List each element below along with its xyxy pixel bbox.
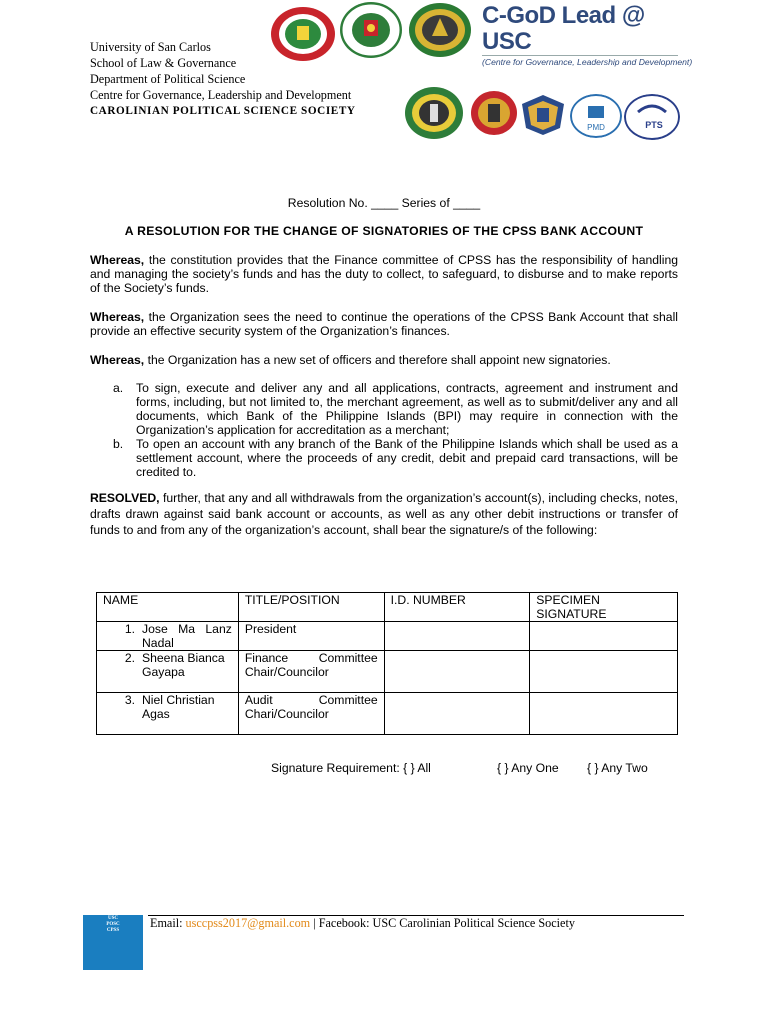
facebook-link[interactable]: Facebook: USC Carolinian Political Science Society [318, 916, 575, 930]
option-all[interactable]: { } All [403, 761, 431, 775]
society-logo-2 [470, 90, 518, 136]
resolved-text: further, that any and all withdrawals from the organization’s account(s), including checks, notes, drafts drawn against said bank account or accounts, as well as any other debit instructions or transfer of funds to and from any of the organization’s account, shall bear the signature/s of the following: [90, 491, 678, 537]
whereas-text: the Organization has a new set of officers and therefore shall appoint new signatories. [144, 353, 611, 367]
centre-name: Centre for Governance, Leadership and Development [90, 88, 352, 102]
name-cell [97, 651, 239, 693]
email-link[interactable]: usccpss2017@gmail.com [185, 916, 311, 930]
society-name: CAROLINIAN POLITICAL SCIENCE SOCIETY [90, 105, 356, 117]
whereas-text: the Organization sees the need to continue the operations of the CPSS Bank Account that shall provide an effective security system of the Organization’s finances. [90, 310, 678, 339]
whereas-paragraph-2 [90, 310, 678, 338]
title-cell: Finance Committee Chair/Councilor [238, 651, 384, 693]
resolution-number: Resolution No. ____ Series of ____ [287, 196, 481, 210]
row-name: Jose Ma Lanz Nadal [142, 622, 232, 650]
pts-logo [624, 94, 680, 140]
email-label: Email: [150, 916, 183, 930]
whereas-paragraph-1 [90, 253, 678, 296]
id-cell[interactable] [384, 693, 530, 735]
brand-title: C-GoD Lead @ USC [482, 2, 645, 55]
resolved-paragraph [90, 491, 678, 538]
footer-logo-box [83, 915, 143, 970]
brand-subtitle: (Centre for Governance, Leadership and Development) [482, 57, 693, 67]
row-name: Sheena Bianca Gayapa [142, 651, 225, 679]
law-seal-logo [270, 6, 336, 62]
school-name: School of Law & Governance [90, 56, 237, 70]
row-number: 2. [124, 651, 135, 665]
row-number: 3. [124, 693, 135, 707]
list-item [113, 381, 678, 437]
list-text: To sign, execute and deliver any and all applications, contracts, agreement and instrument and forms, including, but not limited to, the merchant agreement, as well as to submit/deliver any and all documents, which Bank of the Philippine Islands (BPI) may require in connection with the Organization’s application for accreditation as a merchant; [136, 381, 678, 437]
signature-cell[interactable] [530, 693, 678, 735]
signature-cell[interactable] [530, 651, 678, 693]
list-marker: b. [113, 437, 124, 451]
header-id: I.D. NUMBER [384, 593, 530, 622]
title-cell: President [238, 622, 384, 651]
name-cell [97, 693, 239, 735]
cgod-lead-logo [482, 2, 693, 67]
table-row [97, 651, 678, 693]
school-of-law-and-governance-logo [340, 2, 402, 58]
society-logo-3 [520, 94, 566, 136]
signatory-powers-list [113, 381, 678, 479]
signature-requirement-label: Signature Requirement: [271, 761, 400, 775]
list-item [113, 437, 678, 479]
list-marker: a. [113, 381, 124, 395]
id-cell[interactable] [384, 622, 530, 651]
title-cell: Audit Committee Chari/Councilor [238, 693, 384, 735]
university-name: University of San Carlos [90, 40, 211, 54]
signature-cell[interactable] [530, 622, 678, 651]
signatories-table [96, 592, 678, 735]
society-logo-1 [404, 86, 464, 140]
header-name: NAME [97, 593, 239, 622]
table-row [97, 693, 678, 735]
name-cell [97, 622, 239, 651]
row-number: 1. [124, 622, 135, 636]
signature-requirement [271, 761, 431, 775]
pmd-logo [570, 94, 622, 138]
whereas-lead: Whereas, [90, 353, 145, 367]
resolution-title: A RESOLUTION FOR THE CHANGE OF SIGNATORIES OF THE CPSS BANK ACCOUNT [124, 224, 644, 238]
whereas-text: the constitution provides that the Finance committee of CPSS has the responsibility of handling and managing the society’s funds and has the duty to collect, to safeguard, to disburse and to make reports of the Society’s funds. [90, 253, 678, 296]
whereas-lead: Whereas, [90, 253, 145, 267]
whereas-paragraph-3 [90, 353, 678, 367]
svg-text:PMD: PMD [587, 123, 605, 132]
list-text: To open an account with any branch of the Bank of the Philippine Islands which shall be used as a settlement account, where the proceeds of any credit, debit and prepaid card transactions, will be credited to. [136, 437, 678, 479]
table-header-row [97, 593, 678, 622]
resolved-lead: RESOLVED, [90, 491, 160, 505]
option-any-one[interactable]: { } Any One [497, 761, 559, 775]
row-name: Niel Christian Agas [142, 693, 215, 721]
option-any-two[interactable]: { } Any Two [587, 761, 648, 775]
footer-separator: | [310, 916, 319, 930]
header-signature: SPECIMEN SIGNATURE [530, 593, 678, 622]
department-name: Department of Political Science [90, 72, 246, 86]
id-cell[interactable] [384, 651, 530, 693]
svg-text:PTS: PTS [645, 120, 663, 130]
header-title: TITLE/POSITION [238, 593, 384, 622]
table-row [97, 622, 678, 651]
whereas-lead: Whereas, [90, 310, 145, 324]
footer-contact [150, 916, 575, 931]
political-science-logo [408, 2, 472, 58]
footer-box-text: USC POSC CPSS [106, 916, 120, 933]
